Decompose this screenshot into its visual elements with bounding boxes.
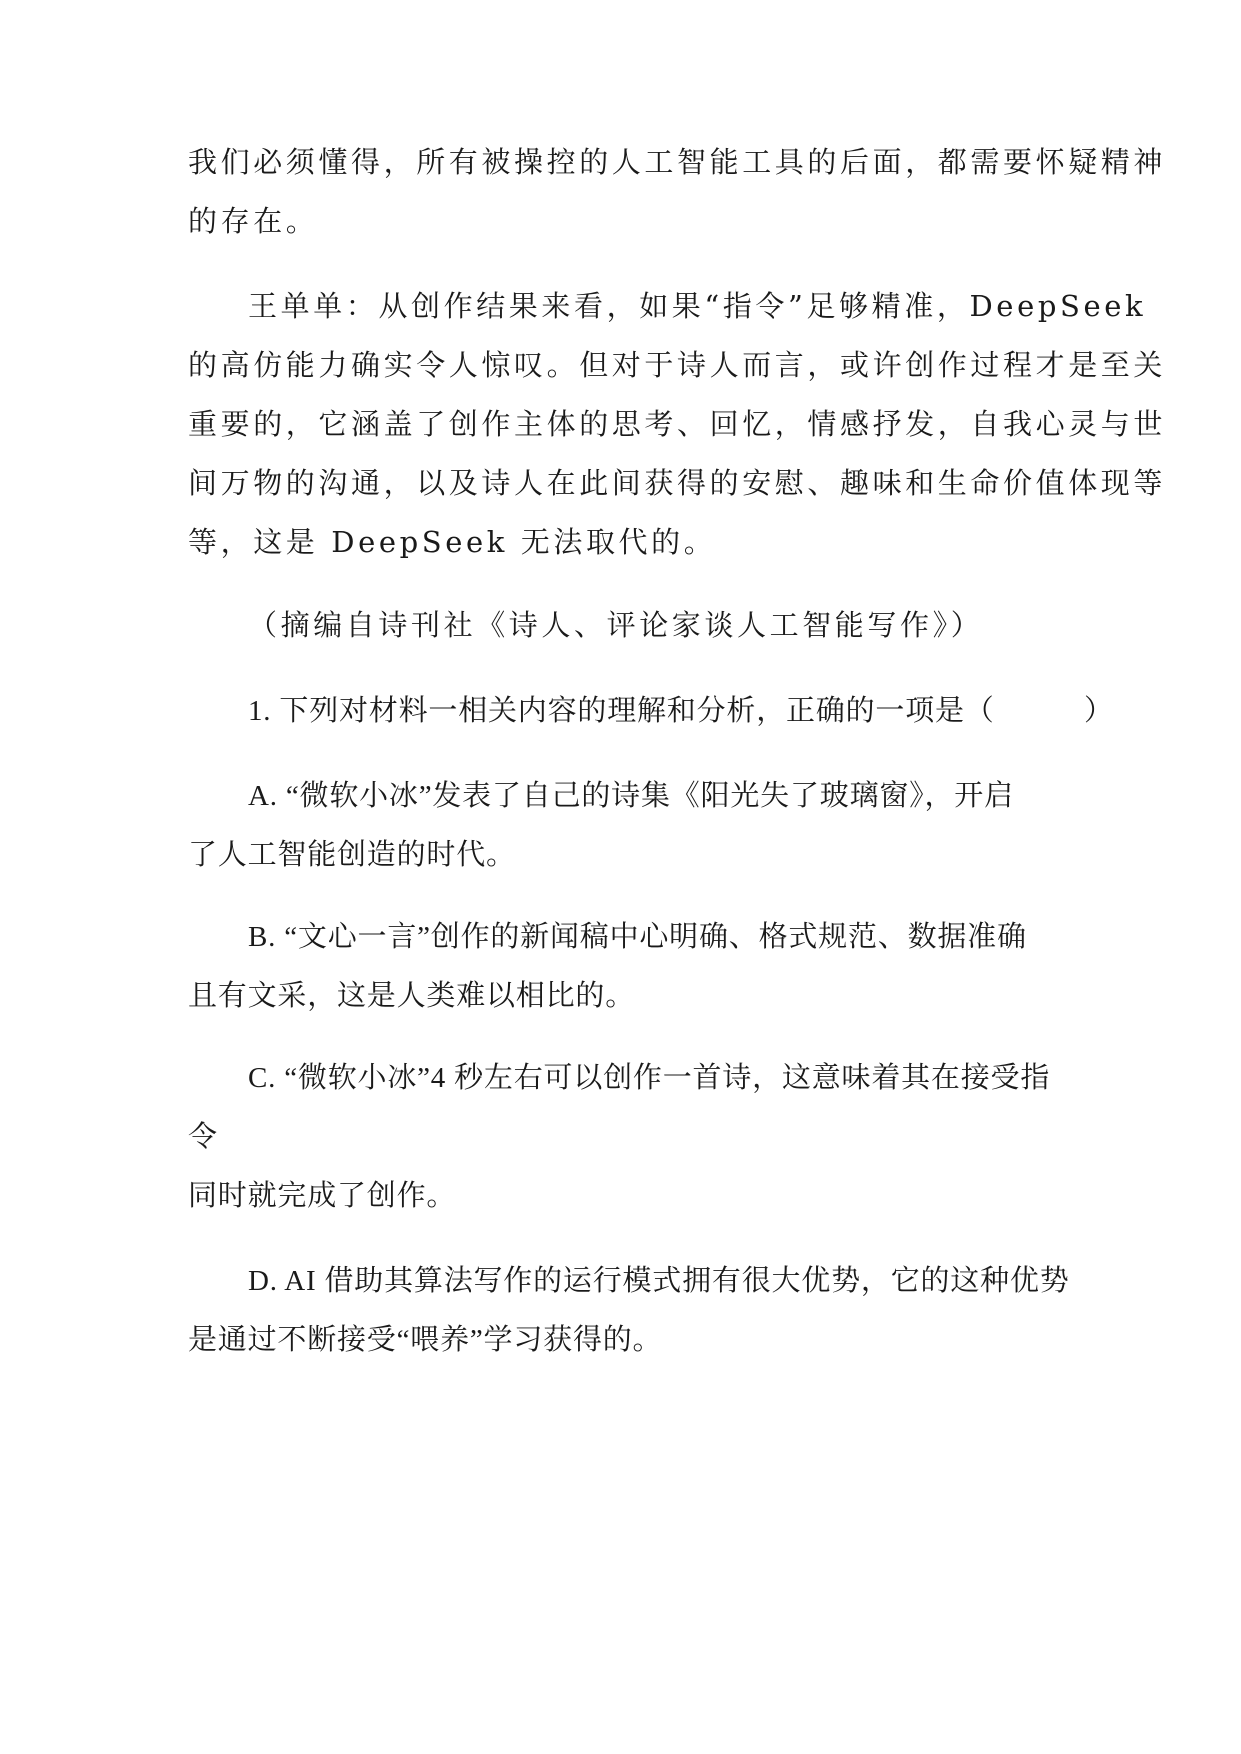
option-c-line-1: C. “微软小冰”4 秒左右可以创作一首诗，这意味着其在接受指 xyxy=(248,1062,1051,1094)
option-a-line-2: 了人工智能创造的时代。 xyxy=(188,839,516,871)
option-d-line-1: D. AI 借助其算法写作的运行模式拥有很大优势，它的这种优势 xyxy=(248,1265,1070,1297)
passage-line-1: 我们必须懂得，所有被操控的人工智能工具的后面，都需要怀疑精神 xyxy=(188,145,1167,179)
option-a-line-1: A. “微软小冰”发表了自己的诗集《阳光失了玻璃窗》，开启 xyxy=(248,780,1014,812)
passage-line-4: 的高仿能力确实令人惊叹。但对于诗人而言，或许创作过程才是至关 xyxy=(188,348,1167,382)
option-d-line-2: 是通过不断接受“喂养”学习获得的。 xyxy=(188,1324,663,1356)
passage-line-5: 重要的，它涵盖了创作主体的思考、回忆，情感抒发，自我心灵与世 xyxy=(188,407,1167,441)
passage-source: （摘编自诗刊社《诗人、评论家谈人工智能写作》） xyxy=(248,608,984,642)
passage-line-3: 王单单：从创作结果来看，如果“指令”足够精准，DeepSeek xyxy=(248,289,1147,323)
option-b-line-2: 且有文采，这是人类难以相比的。 xyxy=(188,980,636,1012)
passage-line-7: 等，这是 DeepSeek 无法取代的。 xyxy=(188,525,717,559)
option-c-line-2: 令 xyxy=(188,1121,218,1153)
option-b-line-1: B. “文心一言”创作的新闻稿中心明确、格式规范、数据准确 xyxy=(248,921,1027,953)
option-c-line-3: 同时就完成了创作。 xyxy=(188,1180,457,1212)
passage-line-6: 间万物的沟通，以及诗人在此间获得的安慰、趣味和生命价值体现等 xyxy=(188,466,1167,500)
question-stem: 1. 下列对材料一相关内容的理解和分析，正确的一项是（ ） xyxy=(248,695,1114,727)
passage-line-2: 的存在。 xyxy=(188,204,319,238)
